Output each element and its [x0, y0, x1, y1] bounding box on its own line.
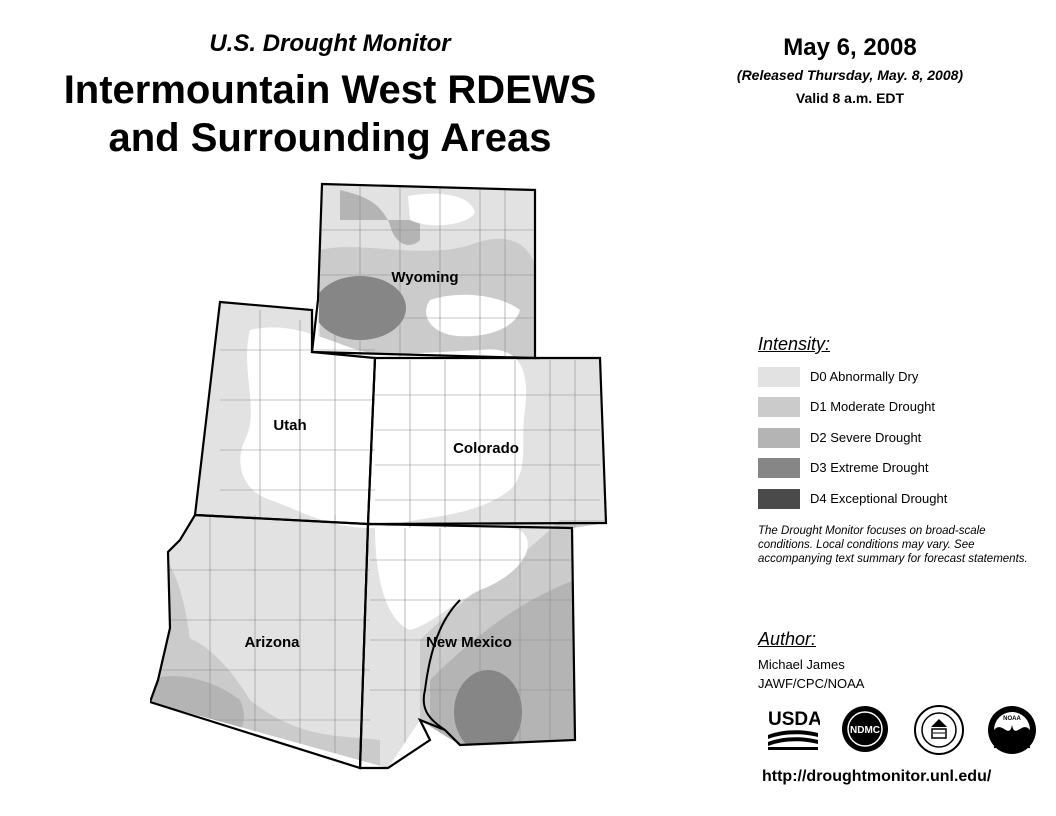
map-title	[40, 66, 620, 162]
legend-label-d0: D0 Abnormally Dry	[810, 369, 919, 384]
legend-label-d4: D4 Exceptional Drought	[810, 491, 948, 506]
state-label-colorado: Colorado	[453, 440, 519, 457]
legend-swatch-d2	[758, 428, 800, 448]
legend-label-d1: D1 Moderate Drought	[810, 399, 936, 414]
map-title-line2: and Surrounding Areas	[108, 116, 552, 160]
legend-swatch-d4	[758, 489, 800, 509]
legend-swatch-d0	[758, 367, 800, 387]
valid-time: Valid 8 a.m. EDT	[795, 90, 905, 106]
legend-label-d3: D3 Extreme Drought	[810, 460, 929, 475]
release-date: (Released Thursday, May. 8, 2008)	[736, 67, 964, 83]
usda-logo	[768, 705, 820, 756]
disclaimer-note: The Drought Monitor focuses on broad-scale conditions. Local conditions may vary. See accompanying text summary for forecast statements.	[758, 525, 1028, 565]
legend-swatch-d1	[758, 397, 800, 417]
ndmc-logo	[841, 705, 889, 758]
department-of-commerce-seal-icon	[914, 705, 964, 760]
noaa-logo-text: NOAA	[1003, 716, 1021, 722]
state-label-utah: Utah	[273, 417, 307, 434]
usda-logo-text: USDA	[768, 709, 820, 730]
legend-label-d2: D2 Severe Drought	[810, 430, 922, 445]
ndmc-logo-text: NDMC	[850, 725, 880, 736]
noaa-logo	[987, 705, 1037, 760]
state-label-newmexico: New Mexico	[426, 634, 512, 651]
author-name: Michael James	[758, 657, 845, 672]
author-heading: Author:	[758, 629, 817, 649]
state-label-wyoming: Wyoming	[391, 269, 459, 286]
map-date: May 6, 2008	[783, 34, 917, 61]
author-organization: JAWF/CPC/NOAA	[758, 676, 865, 691]
map-title-line1: Intermountain West RDEWS	[63, 68, 597, 112]
d3-area-newmexico	[454, 670, 522, 754]
state-label-arizona: Arizona	[244, 634, 300, 651]
website-link[interactable]: http://droughtmonitor.unl.edu/	[762, 768, 992, 785]
map-subtitle: U.S. Drought Monitor	[209, 30, 451, 57]
legend-swatch-d3	[758, 458, 800, 478]
legend-title: Intensity:	[758, 334, 831, 354]
drought-map	[150, 180, 610, 780]
